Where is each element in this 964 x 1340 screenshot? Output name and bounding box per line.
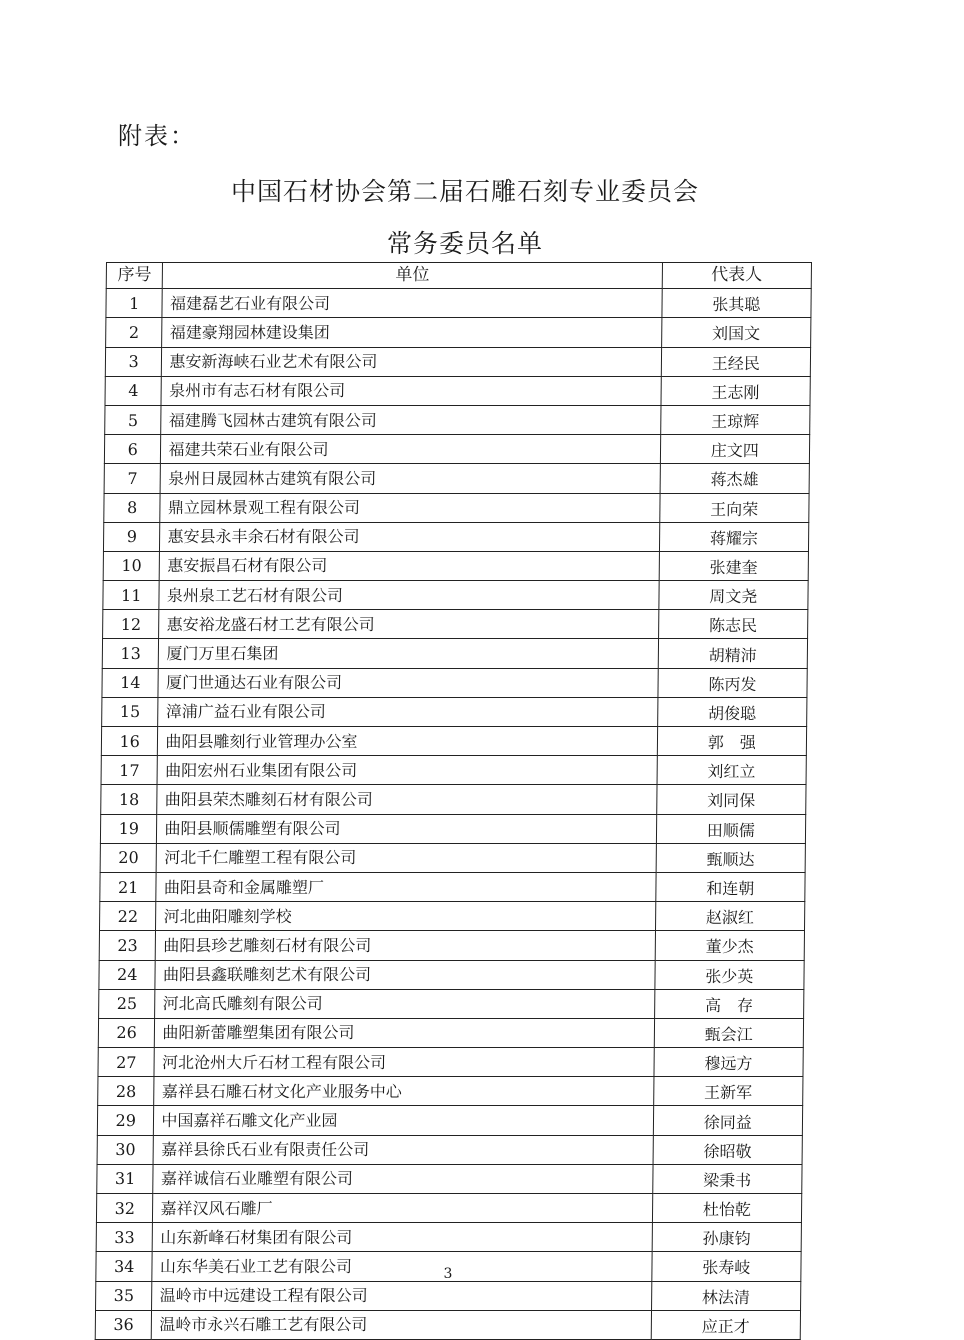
row-unit: 泉州泉工艺石材有限公司	[159, 581, 658, 610]
row-representative: 胡俊聪	[657, 697, 807, 726]
row-representative: 庄文四	[660, 435, 810, 464]
row-unit: 河北千仁雕塑工程有限公司	[157, 843, 656, 872]
row-number: 33	[96, 1223, 153, 1252]
row-representative: 王琼辉	[660, 405, 810, 434]
table-row	[99, 931, 804, 960]
row-representative: 张寿岐	[651, 1252, 801, 1281]
row-number: 6	[104, 435, 161, 464]
row-representative: 梁秉书	[652, 1164, 802, 1193]
row-representative: 应正才	[651, 1310, 801, 1339]
table-body	[95, 289, 811, 1340]
row-number: 11	[103, 581, 160, 610]
document-subtitle: 常务委员名单	[386, 229, 543, 258]
table-row	[105, 347, 810, 376]
table-row	[96, 1223, 801, 1252]
row-unit: 惠安振昌石材有限公司	[160, 551, 659, 580]
row-number: 1	[106, 289, 163, 318]
row-number: 8	[104, 493, 161, 522]
table-row	[102, 639, 807, 668]
row-number: 35	[96, 1281, 153, 1310]
row-representative: 张建奎	[659, 551, 809, 580]
row-number: 30	[97, 1135, 154, 1164]
row-unit: 曲阳新蕾雕塑集团有限公司	[155, 1018, 654, 1047]
table-row	[106, 318, 811, 347]
table-row	[97, 1106, 802, 1135]
row-unit: 温岭市永兴石雕工艺有限公司	[152, 1310, 651, 1339]
table-row	[102, 697, 807, 726]
table-row	[99, 989, 804, 1018]
row-unit: 曲阳县奇和金属雕塑厂	[156, 872, 655, 901]
row-representative: 甄会江	[654, 1018, 804, 1047]
table-row	[97, 1135, 802, 1164]
header-unit: 单位	[163, 263, 662, 289]
row-representative: 陈志民	[658, 610, 808, 639]
table-row	[104, 493, 809, 522]
row-unit: 河北高氏雕刻有限公司	[155, 989, 654, 1018]
row-representative: 王经民	[661, 347, 811, 376]
table-row	[99, 960, 804, 989]
table-row	[100, 872, 805, 901]
table-row	[103, 610, 808, 639]
row-unit: 山东华美石业工艺有限公司	[152, 1252, 651, 1281]
row-representative: 孙康钧	[652, 1223, 802, 1252]
table-row	[95, 1310, 800, 1339]
row-number: 5	[105, 405, 162, 434]
row-representative: 刘同保	[656, 785, 806, 814]
row-unit: 泉州市有志石材有限公司	[161, 376, 660, 405]
row-number: 28	[98, 1077, 155, 1106]
row-representative: 陈丙发	[658, 668, 808, 697]
row-number: 4	[105, 376, 162, 405]
table-row	[101, 756, 806, 785]
row-number: 20	[100, 843, 157, 872]
row-number: 27	[98, 1048, 155, 1077]
table-row	[103, 522, 808, 551]
row-number: 29	[97, 1106, 154, 1135]
row-number: 34	[96, 1252, 153, 1281]
row-representative: 王向荣	[659, 493, 809, 522]
table-row	[101, 727, 806, 756]
row-representative: 蒋杰雄	[660, 464, 810, 493]
row-number: 22	[99, 902, 156, 931]
row-unit: 河北沧州大斤石材工程有限公司	[154, 1048, 653, 1077]
header-no: 序号	[106, 263, 163, 289]
row-number: 16	[101, 727, 158, 756]
table-row	[101, 785, 806, 814]
row-representative: 穆远方	[654, 1048, 804, 1077]
row-unit: 曲阳县鑫联雕刻艺术有限公司	[155, 960, 654, 989]
row-number: 13	[102, 639, 159, 668]
row-number: 32	[96, 1194, 153, 1223]
row-representative: 田顺儒	[656, 814, 806, 843]
row-unit: 曲阳县荣杰雕刻石材有限公司	[157, 785, 656, 814]
row-representative: 周文尧	[659, 581, 809, 610]
document-title: 中国石材协会第二届石雕石刻专业委员会	[230, 177, 699, 206]
row-number: 12	[103, 610, 160, 639]
row-number: 31	[97, 1164, 154, 1193]
header-rep: 代表人	[662, 263, 812, 289]
row-unit: 温岭市中远建设工程有限公司	[152, 1281, 651, 1310]
row-number: 21	[100, 872, 157, 901]
row-representative: 胡精沛	[658, 639, 808, 668]
row-number: 2	[106, 318, 163, 347]
row-number: 17	[101, 756, 158, 785]
row-unit: 嘉祥汉风石雕厂	[153, 1194, 652, 1223]
row-representative: 刘国文	[661, 318, 811, 347]
row-unit: 泉州日晟园林古建筑有限公司	[161, 464, 660, 493]
row-unit: 惠安裕龙盛石材工艺有限公司	[159, 610, 658, 639]
row-unit: 厦门万里石集团	[159, 639, 658, 668]
table-row	[99, 902, 804, 931]
table-row	[103, 581, 808, 610]
row-representative: 郭 强	[657, 727, 807, 756]
row-unit: 山东新峰石材集团有限公司	[153, 1223, 652, 1252]
row-unit: 厦门世通达石业有限公司	[158, 668, 657, 697]
row-unit: 嘉祥县徐氏石业有限责任公司	[154, 1135, 653, 1164]
row-number: 15	[102, 697, 159, 726]
row-unit: 惠安县永丰余石材有限公司	[160, 522, 659, 551]
row-representative: 杜怡乾	[652, 1194, 802, 1223]
table-row	[98, 1077, 803, 1106]
row-representative: 和连朝	[655, 872, 805, 901]
table-row	[96, 1194, 801, 1223]
row-representative: 甄顺达	[656, 843, 806, 872]
row-unit: 曲阳县珍艺雕刻石材有限公司	[156, 931, 655, 960]
row-unit: 中国嘉祥石雕文化产业园	[154, 1106, 653, 1135]
row-number: 14	[102, 668, 159, 697]
row-representative: 赵淑红	[655, 902, 805, 931]
row-number: 25	[99, 989, 156, 1018]
row-unit: 漳浦广益石业有限公司	[158, 697, 657, 726]
row-representative: 刘红立	[657, 756, 807, 785]
table-row	[104, 464, 809, 493]
row-number: 24	[99, 960, 156, 989]
attachment-label: 附表：	[118, 122, 196, 150]
table-row	[100, 843, 805, 872]
table-row	[98, 1048, 803, 1077]
table-row	[97, 1164, 802, 1193]
table-row	[105, 405, 810, 434]
row-number: 9	[103, 522, 160, 551]
row-representative: 徐同益	[653, 1106, 803, 1135]
row-representative: 董少杰	[655, 931, 805, 960]
member-table	[95, 262, 812, 1340]
row-number: 3	[105, 347, 162, 376]
row-representative: 王志刚	[661, 376, 811, 405]
row-representative: 张其聪	[662, 289, 812, 318]
row-representative: 蒋耀宗	[659, 522, 809, 551]
row-representative: 王新军	[653, 1077, 803, 1106]
table-row	[96, 1281, 801, 1310]
row-number: 10	[103, 551, 160, 580]
row-unit: 曲阳宏州石业集团有限公司	[158, 756, 657, 785]
table-row	[104, 435, 809, 464]
row-number: 7	[104, 464, 161, 493]
row-number: 23	[99, 931, 156, 960]
row-number: 18	[101, 785, 158, 814]
row-number: 19	[100, 814, 157, 843]
row-unit: 鼎立园林景观工程有限公司	[160, 493, 659, 522]
row-unit: 曲阳县雕刻行业管理办公室	[158, 727, 657, 756]
table-row	[103, 551, 808, 580]
table-row	[105, 376, 810, 405]
row-unit: 福建共荣石业有限公司	[161, 435, 660, 464]
row-number: 36	[95, 1310, 152, 1339]
row-representative: 高 存	[654, 989, 804, 1018]
table-row	[98, 1018, 803, 1047]
row-unit: 福建腾飞园林古建筑有限公司	[161, 405, 660, 434]
row-unit: 曲阳县顺儒雕塑有限公司	[157, 814, 656, 843]
row-number: 26	[98, 1018, 155, 1047]
table-row	[106, 289, 811, 318]
row-representative: 徐昭敬	[653, 1135, 803, 1164]
row-unit: 河北曲阳雕刻学校	[156, 902, 655, 931]
row-unit: 惠安新海峡石业艺术有限公司	[162, 347, 661, 376]
row-unit: 福建豪翔园林建设集团	[162, 318, 661, 347]
table-row	[102, 668, 807, 697]
row-unit: 嘉祥诚信石业雕塑有限公司	[153, 1164, 652, 1193]
row-unit: 嘉祥县石雕石材文化产业服务中心	[154, 1077, 653, 1106]
row-unit: 福建磊艺石业有限公司	[162, 289, 661, 318]
table-header-row	[106, 263, 811, 289]
row-representative: 张少英	[655, 960, 805, 989]
table-row	[100, 814, 805, 843]
page-number: 3	[443, 1266, 453, 1282]
row-representative: 林法清	[651, 1281, 801, 1310]
